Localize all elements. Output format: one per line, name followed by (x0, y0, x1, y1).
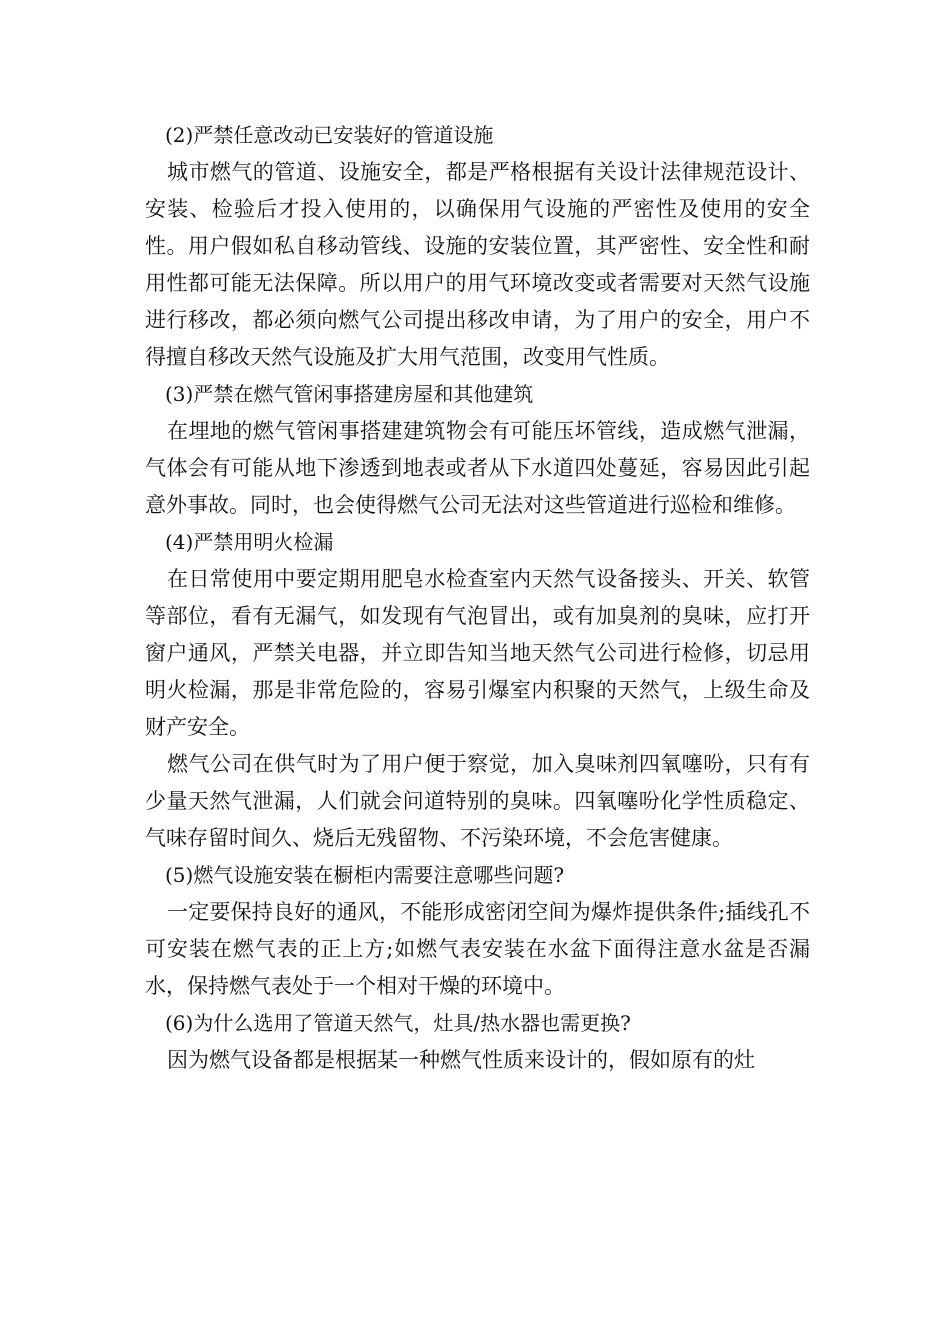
section-paragraph: 因为燃气设备都是根据某一种燃气性质来设计的，假如原有的灶 (167, 1048, 755, 1072)
section-heading-3: (3)严禁在燃气管闲事搭建房屋和其他建筑 (165, 382, 534, 406)
section-heading-5: (5)燃气设施安装在橱柜内需要注意哪些问题? (165, 863, 565, 887)
section-paragraph: 一定要保持良好的通风，不能形成密闭空间为爆炸提供条件;插线孔不可安装在燃气表的正上方;如燃气表安装在水盆下面得注意水盆是否漏水，保持燃气表处于一个相对干燥的环境中。 (145, 900, 810, 998)
section-paragraph: 燃气公司在供气时为了用户便于察觉，加入臭味剂四氧噻吩，只有有少量天然气泄漏，人们就会问道特别的臭味。四氧噻吩化学性质稳定、气味存留时间久、烧后无残留物、不污染环境，不会危害健康。 (145, 752, 810, 850)
section-heading-4: (4)严禁用明火检漏 (165, 530, 334, 554)
section-paragraph: 城市燃气的管道、设施安全，都是严格根据有关设计法律规范设计、安装、检验后才投入使用的，以确保用气设施的严密性及使用的安全性。用户假如私自移动管线、设施的安装位置，其严密性、安全性和耐用性都可能无法保障。所以用户的用气环境改变或者需要对天然气设施进行移改，都必须向燃气公司提出移改申请，为了用户的安全，用户不得擅自移改天然气设施及扩大用气范围，改变用气性质。 (145, 160, 810, 369)
section-heading-2: (2)严禁任意改动已安装好的管道设施 (165, 123, 494, 147)
section-paragraph: 在日常使用中要定期用肥皂水检查室内天然气设备接头、开关、软管等部位，看有无漏气，如发现有气泡冒出，或有加臭剂的臭味，应打开窗户通风，严禁关电器，并立即告知当地天然气公司进行检修，切忌用明火检漏，那是非常危险的，容易引爆室内积聚的天然气，上级生命及财产安全。 (145, 567, 810, 739)
section-heading-6: (6)为什么选用了管道天然气，灶具/热水器也需更换? (165, 1011, 631, 1035)
document-body (145, 117, 810, 1079)
section-paragraph: 在埋地的燃气管闲事搭建建筑物会有可能压坏管线，造成燃气泄漏，气体会有可能从地下渗透到地表或者从下水道四处蔓延，容易因此引起意外事故。同时，也会使得燃气公司无法对这些管道进行巡检和维修。 (145, 419, 810, 517)
